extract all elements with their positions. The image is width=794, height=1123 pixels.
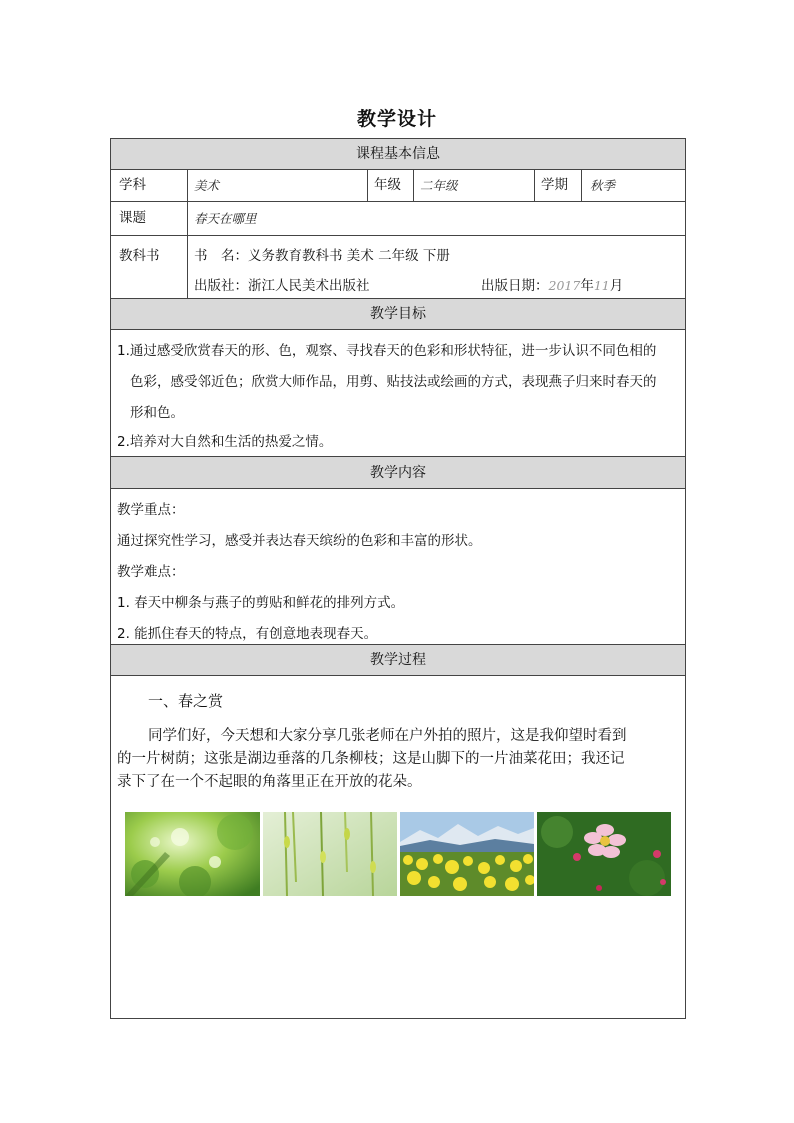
page-title: 教学设计: [356, 108, 437, 130]
section-header-basic-info: 课程基本信息: [111, 139, 685, 170]
key-point-label: 教学重点：: [117, 502, 185, 518]
content-body: [111, 489, 685, 645]
key-point-text: 通过探究性学习，感受并表达春天缤纷的色彩和丰富的形状。: [117, 533, 482, 549]
difficulty-label: 教学难点：: [117, 564, 185, 580]
section-header-goals: 教学目标: [111, 299, 685, 330]
info-row-subject: [111, 170, 685, 202]
info-row-textbook: [111, 236, 685, 299]
process-para-line-1: 同学们好，今天想和大家分享几张老师在户外拍的照片，这是我仰望时看到: [148, 728, 627, 744]
info-row-topic: [111, 202, 685, 236]
subject-value: 美术: [187, 170, 367, 201]
section-header-process: 教学过程: [111, 645, 685, 676]
publisher-line: 出版社：浙江人民美术出版社: [194, 278, 370, 294]
willow-branches-photo: [263, 812, 397, 896]
subject-label: 学科: [119, 177, 146, 193]
goals-body: [111, 330, 685, 457]
section-header-content: 教学内容: [111, 457, 685, 489]
difficulty-1: 1. 春天中柳条与燕子的剪贴和鲜花的排列方式。: [117, 595, 405, 611]
textbook-detail: [187, 236, 685, 298]
rapeseed-field-photo: [400, 812, 534, 896]
textbook-label: 教科书: [119, 248, 160, 264]
grade-value: 二年级: [413, 170, 534, 201]
term-value: 秋季: [581, 170, 685, 201]
difficulty-2: 2. 能抓住春天的特点，有创意地表现春天。: [117, 626, 378, 642]
tree-canopy-photo: [125, 812, 260, 896]
goal-1-line-2: 色彩，感受邻近色；欣赏大师作品，用剪、贴技法或绘画的方式，表现燕子归来时春天的: [130, 374, 657, 390]
book-name-line: 书 名：义务教育教科书 美术 二年级 下册: [194, 248, 450, 264]
topic-value: 春天在哪里: [187, 202, 685, 235]
process-heading: 一、春之赏: [148, 692, 224, 710]
publish-date: 出版日期：2017年11月: [481, 278, 624, 294]
goal-2: 2.培养对大自然和生活的热爱之情。: [117, 434, 333, 450]
cosmos-flower-photo: [537, 812, 671, 896]
goal-1-line-3: 形和色。: [130, 405, 184, 421]
goal-1-line-1: 1.通过感受欣赏春天的形、色，观察、寻找春天的色彩和形状特征，进一步认识不同色相的: [117, 343, 657, 359]
term-label: 学期: [534, 170, 581, 201]
process-para-line-3: 录下了在一个不起眼的角落里正在开放的花朵。: [117, 774, 422, 790]
grade-label: 年级: [367, 170, 413, 201]
process-para-line-2: 的一片树荫；这张是湖边垂落的几条柳枝；这是山脚下的一片油菜花田；我还记: [117, 751, 625, 767]
topic-label: 课题: [119, 210, 146, 226]
